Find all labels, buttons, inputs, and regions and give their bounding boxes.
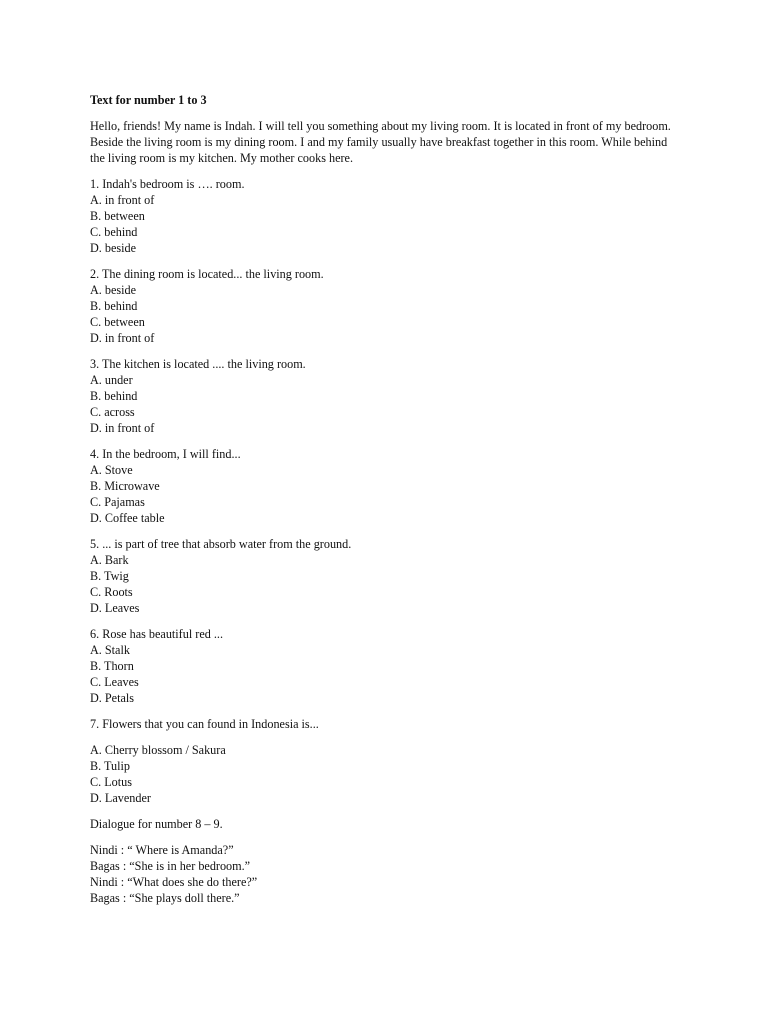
option-c: C. Roots <box>90 585 133 599</box>
option-d: D. Leaves <box>90 601 140 615</box>
question-stem: 2. The dining room is located... the living room. <box>90 267 324 281</box>
question-4 <box>90 446 680 526</box>
option-d: D. Lavender <box>90 791 151 805</box>
dialogue-line: Bagas : “She plays doll there.” <box>90 891 240 905</box>
option-a: A. Stove <box>90 463 133 477</box>
question-7-stem: 7. Flowers that you can found in Indonesia is... <box>90 717 319 731</box>
dialogue-line: Nindi : “What does she do there?” <box>90 875 258 889</box>
question-stem: 6. Rose has beautiful red ... <box>90 627 224 641</box>
document-page <box>90 92 680 906</box>
option-b: B. between <box>90 209 145 223</box>
option-a: A. Bark <box>90 553 129 567</box>
dialogue <box>90 842 680 906</box>
option-b: B. Thorn <box>90 659 134 673</box>
question-6 <box>90 626 680 706</box>
dialogue-heading: Dialogue for number 8 – 9. <box>90 817 223 831</box>
option-b: B. Microwave <box>90 479 160 493</box>
option-c: C. Leaves <box>90 675 139 689</box>
option-a: A. in front of <box>90 193 155 207</box>
option-a: A. Stalk <box>90 643 130 657</box>
question-5 <box>90 536 680 616</box>
question-7-options <box>90 742 680 806</box>
option-a: A. beside <box>90 283 137 297</box>
option-c: C. Pajamas <box>90 495 145 509</box>
option-c: C. behind <box>90 225 138 239</box>
option-a: A. Cherry blossom / Sakura <box>90 743 226 757</box>
question-1 <box>90 176 680 256</box>
option-b: B. behind <box>90 299 138 313</box>
question-stem: 4. In the bedroom, I will find... <box>90 447 241 461</box>
option-d: D. in front of <box>90 421 155 435</box>
option-c: C. across <box>90 405 135 419</box>
dialogue-line: Nindi : “ Where is Amanda?” <box>90 843 234 857</box>
option-c: C. between <box>90 315 145 329</box>
section-heading: Text for number 1 to 3 <box>90 93 207 107</box>
dialogue-line: Bagas : “She is in her bedroom.” <box>90 859 251 873</box>
option-d: D. beside <box>90 241 137 255</box>
option-b: B. Twig <box>90 569 129 583</box>
question-stem: 5. ... is part of tree that absorb water from the ground. <box>90 537 352 551</box>
question-3 <box>90 356 680 436</box>
option-d: D. Petals <box>90 691 135 705</box>
option-d: D. Coffee table <box>90 511 165 525</box>
option-b: B. behind <box>90 389 138 403</box>
option-a: A. under <box>90 373 133 387</box>
option-c: C. Lotus <box>90 775 132 789</box>
option-b: B. Tulip <box>90 759 130 773</box>
question-stem: 3. The kitchen is located .... the living room. <box>90 357 306 371</box>
question-2 <box>90 266 680 346</box>
option-d: D. in front of <box>90 331 155 345</box>
reading-text: Hello, friends! My name is Indah. I will tell you something about my living room. It is located in front of my bedroom. Beside the living room is my dining room. I and my family usually have breakfast together in this room. While behind the living room is my kitchen. My mother cooks here. <box>90 119 671 165</box>
question-stem: 1. Indah's bedroom is …. room. <box>90 177 245 191</box>
